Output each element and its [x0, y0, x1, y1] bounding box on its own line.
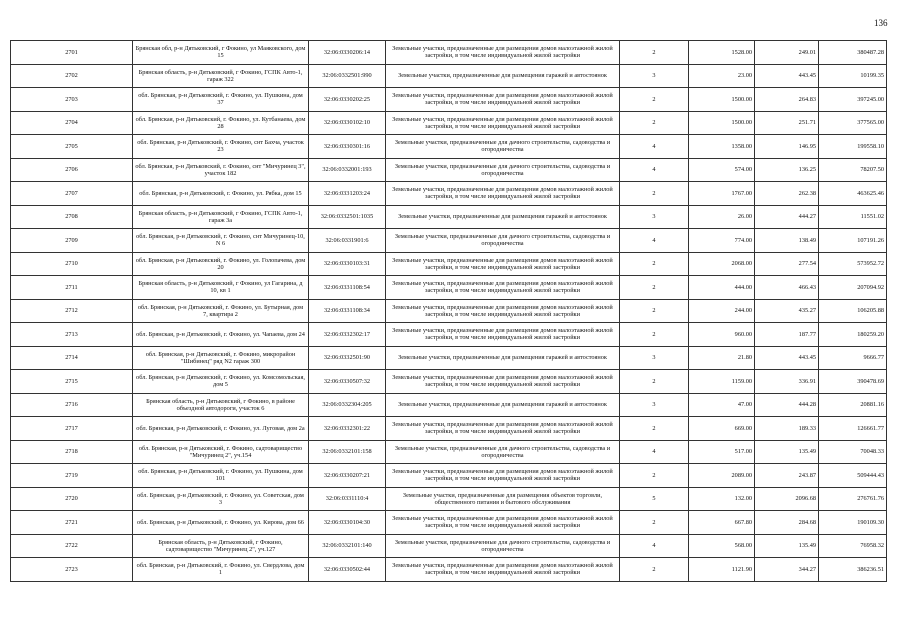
specific-value-cell: 243.87	[755, 464, 819, 488]
row-number: 2721	[11, 511, 133, 535]
address-cell: обл. Брянская, р-н Дятьковский, г. Фокино, ул. Свердлова, дом 1	[133, 558, 309, 582]
specific-value-cell: 344.27	[755, 558, 819, 582]
address-cell: Брянская область, р-н Дятьковский, г Фокино, ул Гагарина, д 10, кв 1	[133, 276, 309, 300]
land-use-cell: Земельные участки, предназначенные для размещения объектов торговли, общественного питания и бытового обслуживания	[386, 487, 620, 511]
table-body	[11, 41, 887, 582]
land-use-cell: Земельные участки, предназначенные для размещения домов малоэтажной жилой застройки, в том числе индивидуальной жилой застройки	[386, 276, 620, 300]
land-use-cell: Земельные участки, предназначенные для дачного строительства, садоводства и огородничества	[386, 534, 620, 558]
use-group-cell: 3	[620, 346, 689, 370]
cadastral-number-cell: 32:06:0330507:32	[309, 370, 386, 394]
address-cell: обл. Брянская, р-н Дятьковский, г. Фокино, снт Мичуринец-10, N 6	[133, 229, 309, 253]
area-cell: 1121.90	[689, 558, 755, 582]
cadastral-number-cell: 32:06:0331901:6	[309, 229, 386, 253]
address-cell: обл. Брянская, р-н Дятьковский, г. Фокино, ул. Чапаева, дом 24	[133, 323, 309, 347]
land-use-cell: Земельные участки, предназначенные для размещения домов малоэтажной жилой застройки, в том числе индивидуальной жилой застройки	[386, 182, 620, 206]
cadastral-value-cell: 9666.77	[819, 346, 887, 370]
address-cell: Брянская область, р-н Дятьковский, г Фокино, ГСПК Авто-1, гараж 3а	[133, 205, 309, 229]
cadastral-number-cell: 32:06:0332501:1035	[309, 205, 386, 229]
cadastral-number-cell: 32:06:0331108:34	[309, 299, 386, 323]
table-row	[11, 464, 887, 488]
table-row	[11, 417, 887, 441]
table-row	[11, 393, 887, 417]
use-group-cell: 3	[620, 64, 689, 88]
land-use-cell: Земельные участки, предназначенные для размещения домов малоэтажной жилой застройки, в том числе индивидуальной жилой застройки	[386, 111, 620, 135]
specific-value-cell: 251.71	[755, 111, 819, 135]
use-group-cell: 2	[620, 276, 689, 300]
specific-value-cell: 187.77	[755, 323, 819, 347]
row-number: 2702	[11, 64, 133, 88]
row-number: 2713	[11, 323, 133, 347]
land-use-cell: Земельные участки, предназначенные для дачного строительства, садоводства и огородничества	[386, 158, 620, 182]
row-number: 2719	[11, 464, 133, 488]
cadastral-value-table	[10, 40, 887, 582]
address-cell: обл. Брянская, р-н Дятьковский, г. Фокино, снт "Мичуринец 3", участок 182	[133, 158, 309, 182]
table-row	[11, 440, 887, 464]
specific-value-cell: 277.54	[755, 252, 819, 276]
area-cell: 21.80	[689, 346, 755, 370]
use-group-cell: 2	[620, 464, 689, 488]
address-cell: обл. Брянская, р-н Дятьковский, г. Фокино, ул. Комсомольская, дом 5	[133, 370, 309, 394]
specific-value-cell: 135.49	[755, 440, 819, 464]
area-cell: 574.00	[689, 158, 755, 182]
cadastral-value-cell: 107191.26	[819, 229, 887, 253]
table-row	[11, 64, 887, 88]
address-cell: обл. Брянская, р-н Дятьковский, г. Фокино, ул. Бутырная, дом 7, квартира 2	[133, 299, 309, 323]
table-row	[11, 346, 887, 370]
table-row	[11, 158, 887, 182]
row-number: 2722	[11, 534, 133, 558]
row-number: 2701	[11, 41, 133, 65]
area-cell: 47.00	[689, 393, 755, 417]
cadastral-number-cell: 32:06:0332302:17	[309, 323, 386, 347]
cadastral-value-cell: 207094.92	[819, 276, 887, 300]
cadastral-value-cell: 10199.35	[819, 64, 887, 88]
use-group-cell: 2	[620, 417, 689, 441]
cadastral-number-cell: 32:06:0332001:193	[309, 158, 386, 182]
cadastral-number-cell: 32:06:0330207:21	[309, 464, 386, 488]
table-row	[11, 299, 887, 323]
cadastral-value-cell: 463625.46	[819, 182, 887, 206]
cadastral-number-cell: 32:06:0330206:14	[309, 41, 386, 65]
specific-value-cell: 443.45	[755, 346, 819, 370]
land-use-cell: Земельные участки, предназначенные для размещения домов малоэтажной жилой застройки, в том числе индивидуальной жилой застройки	[386, 417, 620, 441]
row-number: 2714	[11, 346, 133, 370]
cadastral-value-cell: 386236.51	[819, 558, 887, 582]
specific-value-cell: 138.49	[755, 229, 819, 253]
area-cell: 669.00	[689, 417, 755, 441]
specific-value-cell: 466.43	[755, 276, 819, 300]
address-cell: Брянская область, р-н Дятьковский, г Фокино, садтоварищество "Мичуринец 2", уч.127	[133, 534, 309, 558]
table-row	[11, 135, 887, 159]
area-cell: 244.00	[689, 299, 755, 323]
cadastral-value-cell: 76958.32	[819, 534, 887, 558]
area-cell: 2068.00	[689, 252, 755, 276]
page-number: 136	[874, 18, 888, 28]
area-cell: 1767.00	[689, 182, 755, 206]
cadastral-number-cell: 32:06:0331108:54	[309, 276, 386, 300]
area-cell: 568.00	[689, 534, 755, 558]
cadastral-value-cell: 573952.72	[819, 252, 887, 276]
cadastral-number-cell: 32:06:0330301:16	[309, 135, 386, 159]
specific-value-cell: 262.38	[755, 182, 819, 206]
row-number: 2705	[11, 135, 133, 159]
cadastral-value-cell: 126661.77	[819, 417, 887, 441]
address-cell: обл. Брянская, р-н Дятьковский, г. Фокино, ул. Пушкина, дом 37	[133, 88, 309, 112]
area-cell: 26.00	[689, 205, 755, 229]
use-group-cell: 2	[620, 370, 689, 394]
table-row	[11, 534, 887, 558]
area-cell: 1500.00	[689, 111, 755, 135]
cadastral-value-cell: 390478.69	[819, 370, 887, 394]
table-row	[11, 370, 887, 394]
row-number: 2716	[11, 393, 133, 417]
cadastral-number-cell: 32:06:0331203:24	[309, 182, 386, 206]
cadastral-number-cell: 32:06:0332501:990	[309, 64, 386, 88]
cadastral-number-cell: 32:06:0332301:22	[309, 417, 386, 441]
use-group-cell: 2	[620, 252, 689, 276]
table-row	[11, 182, 887, 206]
table-row	[11, 511, 887, 535]
specific-value-cell: 435.27	[755, 299, 819, 323]
cadastral-value-cell: 397245.00	[819, 88, 887, 112]
cadastral-number-cell: 32:06:0332304:205	[309, 393, 386, 417]
cadastral-number-cell: 32:06:0332501:90	[309, 346, 386, 370]
land-use-cell: Земельные участки, предназначенные для размещения домов малоэтажной жилой застройки, в том числе индивидуальной жилой застройки	[386, 558, 620, 582]
cadastral-number-cell: 32:06:0330104:30	[309, 511, 386, 535]
table-row	[11, 88, 887, 112]
specific-value-cell: 444.27	[755, 205, 819, 229]
table-row	[11, 111, 887, 135]
land-use-cell: Земельные участки, предназначенные для размещения домов малоэтажной жилой застройки, в том числе индивидуальной жилой застройки	[386, 299, 620, 323]
area-cell: 517.00	[689, 440, 755, 464]
row-number: 2703	[11, 88, 133, 112]
table-row	[11, 229, 887, 253]
specific-value-cell: 136.25	[755, 158, 819, 182]
cadastral-value-cell: 78207.50	[819, 158, 887, 182]
use-group-cell: 2	[620, 323, 689, 347]
use-group-cell: 2	[620, 558, 689, 582]
specific-value-cell: 336.91	[755, 370, 819, 394]
address-cell: обл. Брянская, р-н Дятьковский, г. Фокино, ул. Пушкина, дом 101	[133, 464, 309, 488]
table-row	[11, 323, 887, 347]
land-use-cell: Земельные участки, предназначенные для дачного строительства, садоводства и огородничества	[386, 229, 620, 253]
use-group-cell: 2	[620, 111, 689, 135]
address-cell: Брянская область, р-н Дятьковский, г Фокино, ГСПК Авто-1, гараж 322	[133, 64, 309, 88]
cadastral-value-cell: 190109.30	[819, 511, 887, 535]
land-use-cell: Земельные участки, предназначенные для размещения домов малоэтажной жилой застройки, в том числе индивидуальной жилой застройки	[386, 323, 620, 347]
address-cell: обл. Брянская, р-н Дятьковский, г. Фокино, микрорайон "Шибинец" ряд N2 гараж 300	[133, 346, 309, 370]
land-use-cell: Земельные участки, предназначенные для размещения домов малоэтажной жилой застройки, в том числе индивидуальной жилой застройки	[386, 511, 620, 535]
specific-value-cell: 189.33	[755, 417, 819, 441]
address-cell: обл. Брянская, р-н Дятьковский, г. Фокино, ул. Советская, дом 3	[133, 487, 309, 511]
specific-value-cell: 2096.68	[755, 487, 819, 511]
row-number: 2709	[11, 229, 133, 253]
cadastral-number-cell: 32:06:0330502:44	[309, 558, 386, 582]
use-group-cell: 2	[620, 182, 689, 206]
table-row	[11, 205, 887, 229]
specific-value-cell: 444.28	[755, 393, 819, 417]
use-group-cell: 2	[620, 88, 689, 112]
area-cell: 23.00	[689, 64, 755, 88]
area-cell: 667.80	[689, 511, 755, 535]
address-cell: Брянская обл, р-н Дятьковский, г Фокино, ул Маяковского, дом 15	[133, 41, 309, 65]
use-group-cell: 2	[620, 511, 689, 535]
address-cell: Брянская область, р-н Дятьковский, г Фокино, в районе объездной автодороги, участок 6	[133, 393, 309, 417]
land-use-cell: Земельные участки, предназначенные для размещения гаражей и автостоянок	[386, 64, 620, 88]
specific-value-cell: 249.01	[755, 41, 819, 65]
use-group-cell: 4	[620, 440, 689, 464]
row-number: 2723	[11, 558, 133, 582]
use-group-cell: 3	[620, 393, 689, 417]
cadastral-number-cell: 32:06:0332101:140	[309, 534, 386, 558]
row-number: 2708	[11, 205, 133, 229]
area-cell: 444.00	[689, 276, 755, 300]
table-row	[11, 41, 887, 65]
use-group-cell: 2	[620, 41, 689, 65]
cadastral-number-cell: 32:06:0332101:158	[309, 440, 386, 464]
land-use-cell: Земельные участки, предназначенные для размещения гаражей и автостоянок	[386, 346, 620, 370]
specific-value-cell: 264.83	[755, 88, 819, 112]
row-number: 2717	[11, 417, 133, 441]
address-cell: обл. Брянская, р-н Дятьковский, г. Фокино, ул. Кирова, дом 66	[133, 511, 309, 535]
use-group-cell: 3	[620, 205, 689, 229]
address-cell: обл. Брянская, р-н Дятьковский, г. Фокино, садтоварищество "Мичуринец 2", уч.154	[133, 440, 309, 464]
cadastral-value-cell: 276761.76	[819, 487, 887, 511]
cadastral-value-cell: 380487.28	[819, 41, 887, 65]
use-group-cell: 4	[620, 229, 689, 253]
area-cell: 960.00	[689, 323, 755, 347]
row-number: 2715	[11, 370, 133, 394]
area-cell: 132.00	[689, 487, 755, 511]
cadastral-value-cell: 199558.10	[819, 135, 887, 159]
row-number: 2711	[11, 276, 133, 300]
land-use-cell: Земельные участки, предназначенные для дачного строительства, садоводства и огородничества	[386, 135, 620, 159]
area-cell: 1159.00	[689, 370, 755, 394]
specific-value-cell: 284.68	[755, 511, 819, 535]
land-use-cell: Земельные участки, предназначенные для размещения домов малоэтажной жилой застройки, в том числе индивидуальной жилой застройки	[386, 88, 620, 112]
use-group-cell: 2	[620, 299, 689, 323]
land-use-cell: Земельные участки, предназначенные для размещения домов малоэтажной жилой застройки, в том числе индивидуальной жилой застройки	[386, 464, 620, 488]
use-group-cell: 4	[620, 158, 689, 182]
land-use-cell: Земельные участки, предназначенные для размещения гаражей и автостоянок	[386, 205, 620, 229]
use-group-cell: 5	[620, 487, 689, 511]
table-row	[11, 276, 887, 300]
address-cell: обл. Брянская, р-н Дятьковский, г. Фокино, ул. Рябка, дом 15	[133, 182, 309, 206]
cadastral-value-cell: 106205.88	[819, 299, 887, 323]
specific-value-cell: 135.49	[755, 534, 819, 558]
use-group-cell: 4	[620, 135, 689, 159]
address-cell: обл. Брянская, р-н Дятьковский, г. Фокино, ул. Голопачева, дом 20	[133, 252, 309, 276]
land-use-cell: Земельные участки, предназначенные для размещения домов малоэтажной жилой застройки, в том числе индивидуальной жилой застройки	[386, 252, 620, 276]
row-number: 2720	[11, 487, 133, 511]
specific-value-cell: 146.95	[755, 135, 819, 159]
land-use-cell: Земельные участки, предназначенные для дачного строительства, садоводства и огородничества	[386, 440, 620, 464]
area-cell: 2089.00	[689, 464, 755, 488]
cadastral-number-cell: 32:06:0331110:4	[309, 487, 386, 511]
address-cell: обл. Брянская, р-н Дятьковский, г. Фокино, ул. Луговая, дом 2а	[133, 417, 309, 441]
specific-value-cell: 443.45	[755, 64, 819, 88]
cadastral-value-cell: 509444.43	[819, 464, 887, 488]
table-row	[11, 558, 887, 582]
address-cell: обл. Брянская, р-н Дятьковский, г. Фокино, ул. Кутбанаева, дом 28	[133, 111, 309, 135]
cadastral-value-cell: 377565.00	[819, 111, 887, 135]
row-number: 2718	[11, 440, 133, 464]
row-number: 2710	[11, 252, 133, 276]
address-cell: обл. Брянская, р-н Дятьковский, г. Фокино, снт Бахча, участок 23	[133, 135, 309, 159]
area-cell: 1528.00	[689, 41, 755, 65]
cadastral-value-cell: 20881.16	[819, 393, 887, 417]
table-row	[11, 252, 887, 276]
row-number: 2706	[11, 158, 133, 182]
row-number: 2712	[11, 299, 133, 323]
cadastral-value-cell: 70048.33	[819, 440, 887, 464]
cadastral-value-cell: 11551.02	[819, 205, 887, 229]
area-cell: 1500.00	[689, 88, 755, 112]
area-cell: 774.00	[689, 229, 755, 253]
land-use-cell: Земельные участки, предназначенные для размещения домов малоэтажной жилой застройки, в том числе индивидуальной жилой застройки	[386, 370, 620, 394]
area-cell: 1358.00	[689, 135, 755, 159]
cadastral-number-cell: 32:06:0330202:25	[309, 88, 386, 112]
land-use-cell: Земельные участки, предназначенные для размещения домов малоэтажной жилой застройки, в том числе индивидуальной жилой застройки	[386, 41, 620, 65]
row-number: 2704	[11, 111, 133, 135]
land-use-cell: Земельные участки, предназначенные для размещения гаражей и автостоянок	[386, 393, 620, 417]
cadastral-number-cell: 32:06:0330102:10	[309, 111, 386, 135]
cadastral-value-cell: 180259.20	[819, 323, 887, 347]
use-group-cell: 4	[620, 534, 689, 558]
table-row	[11, 487, 887, 511]
row-number: 2707	[11, 182, 133, 206]
cadastral-number-cell: 32:06:0330103:31	[309, 252, 386, 276]
